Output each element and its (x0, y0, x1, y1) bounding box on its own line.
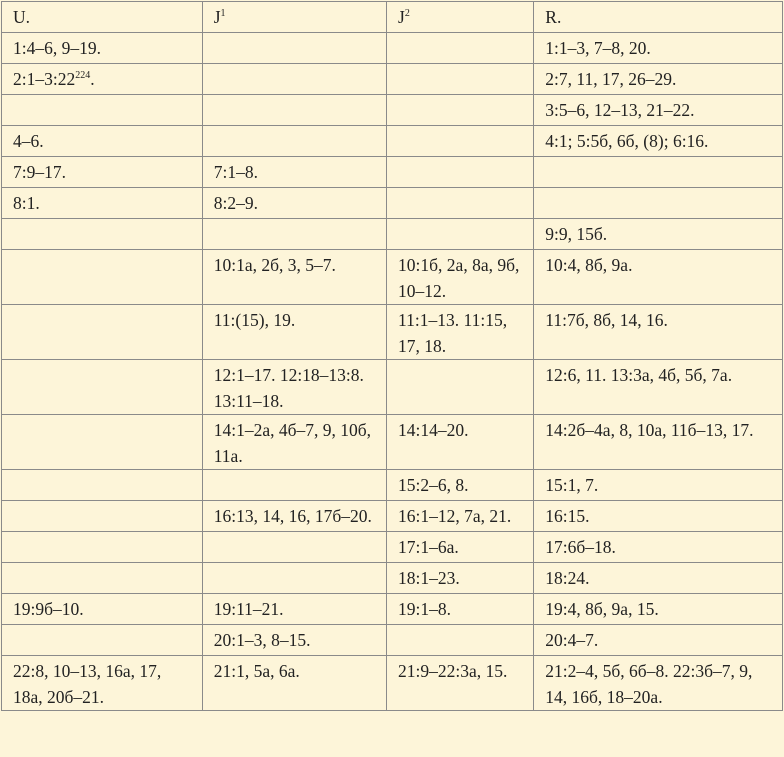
table-row (2, 563, 783, 594)
table-cell-j1: 11:(15), 19. (202, 305, 386, 360)
table-cell-u: 4–6. (2, 126, 203, 157)
table-cell-j2 (387, 360, 534, 415)
table-cell-u (2, 470, 203, 501)
table-cell-r: 20:4–7. (534, 625, 783, 656)
table-cell-j1: 19:11–21. (202, 594, 386, 625)
table-cell-j2: 21:9–22:3а, 15. (387, 656, 534, 711)
source-table (1, 1, 783, 711)
table-cell-u (2, 563, 203, 594)
table-cell-j1 (202, 64, 386, 95)
table-cell-j2 (387, 157, 534, 188)
table-cell-r: 15:1, 7. (534, 470, 783, 501)
table-cell-j1: 20:1–3, 8–15. (202, 625, 386, 656)
table-row (2, 219, 783, 250)
table-cell-j1: 8:2–9. (202, 188, 386, 219)
table-cell-u (2, 219, 203, 250)
table-cell-r: 2:7, 11, 17, 26–29. (534, 64, 783, 95)
table-cell-j2: 18:1–23. (387, 563, 534, 594)
table-cell-j2: 14:14–20. (387, 415, 534, 470)
table-row (2, 656, 783, 711)
table-cell-r (534, 157, 783, 188)
table-cell-j2 (387, 219, 534, 250)
table-row (2, 415, 783, 470)
table-cell-r: 14:2б–4а, 8, 10а, 11б–13, 17. (534, 415, 783, 470)
table-row (2, 250, 783, 305)
table-row (2, 126, 783, 157)
table-cell-j1 (202, 532, 386, 563)
table-row (2, 501, 783, 532)
table-cell-j2: 10:1б, 2а, 8а, 9б, 10–12. (387, 250, 534, 305)
table-cell-u (2, 95, 203, 126)
table-cell-r: 12:6, 11. 13:3а, 4б, 5б, 7а. (534, 360, 783, 415)
table-cell-j1: 16:13, 14, 16, 17б–20. (202, 501, 386, 532)
header-cell-j2: $J^2$ (387, 2, 534, 33)
header-superscript: 1 (220, 8, 226, 20)
table-row (2, 188, 783, 219)
table-cell-r (534, 188, 783, 219)
table-row (2, 594, 783, 625)
table-cell-u: 22:8, 10–13, 16а, 17, 18а, 20б–21. (2, 656, 203, 711)
table-cell-u: 1:4–6, 9–19. (2, 33, 203, 64)
table-cell-r: 1:1–3, 7–8, 20. (534, 33, 783, 64)
table-cell-j1 (202, 470, 386, 501)
table-cell-r: 9:9, 15б. (534, 219, 783, 250)
table-cell-j1 (202, 33, 386, 64)
table-row (2, 625, 783, 656)
table-cell-u (2, 360, 203, 415)
table-cell-u (2, 250, 203, 305)
footnote-superscript: 224 (75, 70, 91, 82)
table-cell-r: 19:4, 8б, 9а, 15. (534, 594, 783, 625)
table-row (2, 305, 783, 360)
table-cell-j2: 19:1–8. (387, 594, 534, 625)
table-cell-u (2, 415, 203, 470)
table-cell-j1: 14:1–2а, 4б–7, 9, 10б, 11а. (202, 415, 386, 470)
header-cell-r: R. (534, 2, 783, 33)
table-cell-j1 (202, 126, 386, 157)
table-cell-j2 (387, 126, 534, 157)
table-cell-j2: 17:1–6а. (387, 532, 534, 563)
table-cell-j1: 21:1, 5а, 6а. (202, 656, 386, 711)
table-cell-u (2, 532, 203, 563)
table-cell-r: 16:15. (534, 501, 783, 532)
table-cell-u (2, 305, 203, 360)
table-cell-j1: 12:1–17. 12:18–13:8. 13:11–18. (202, 360, 386, 415)
table-cell-r: 4:1; 5:5б, 6б, (8); 6:16. (534, 126, 783, 157)
table-cell-r: 18:24. (534, 563, 783, 594)
table-cell-j1 (202, 95, 386, 126)
header-row (2, 2, 783, 33)
table-cell-j2 (387, 188, 534, 219)
table-cell-j2 (387, 33, 534, 64)
table-cell-r: 11:7б, 8б, 14, 16. (534, 305, 783, 360)
table-row (2, 360, 783, 415)
table-cell-j2 (387, 64, 534, 95)
header-superscript: 2 (404, 8, 410, 20)
table-row (2, 157, 783, 188)
table-row (2, 470, 783, 501)
table-cell-j2: 15:2–6, 8. (387, 470, 534, 501)
table-row (2, 64, 783, 95)
table-cell-r: 17:6б–18. (534, 532, 783, 563)
table-cell-u: 19:9б–10. (2, 594, 203, 625)
table-cell-u (2, 625, 203, 656)
table-cell-j2 (387, 625, 534, 656)
table-cell-u: $2:1-3:22^{224}$. (2, 64, 203, 95)
table-cell-r: 10:4, 8б, 9а. (534, 250, 783, 305)
table-cell-j1: 7:1–8. (202, 157, 386, 188)
table-cell-j2: 16:1–12, 7а, 21. (387, 501, 534, 532)
table-cell-u (2, 501, 203, 532)
table-row (2, 95, 783, 126)
table-cell-r: 21:2–4, 5б, 6б–8. 22:3б–7, 9, 14, 16б, 18–20а. (534, 656, 783, 711)
table-cell-j2 (387, 95, 534, 126)
table-cell-j1 (202, 219, 386, 250)
table-row (2, 33, 783, 64)
table-cell-j1: 10:1а, 2б, 3, 5–7. (202, 250, 386, 305)
header-cell-u: U. (2, 2, 203, 33)
table-cell-u: 7:9–17. (2, 157, 203, 188)
table-cell-j1 (202, 563, 386, 594)
table-row (2, 532, 783, 563)
header-cell-j1: $J^1$ (202, 2, 386, 33)
table-cell-u: 8:1. (2, 188, 203, 219)
table-cell-r: 3:5–6, 12–13, 21–22. (534, 95, 783, 126)
table-cell-j2: 11:1–13. 11:15, 17, 18. (387, 305, 534, 360)
